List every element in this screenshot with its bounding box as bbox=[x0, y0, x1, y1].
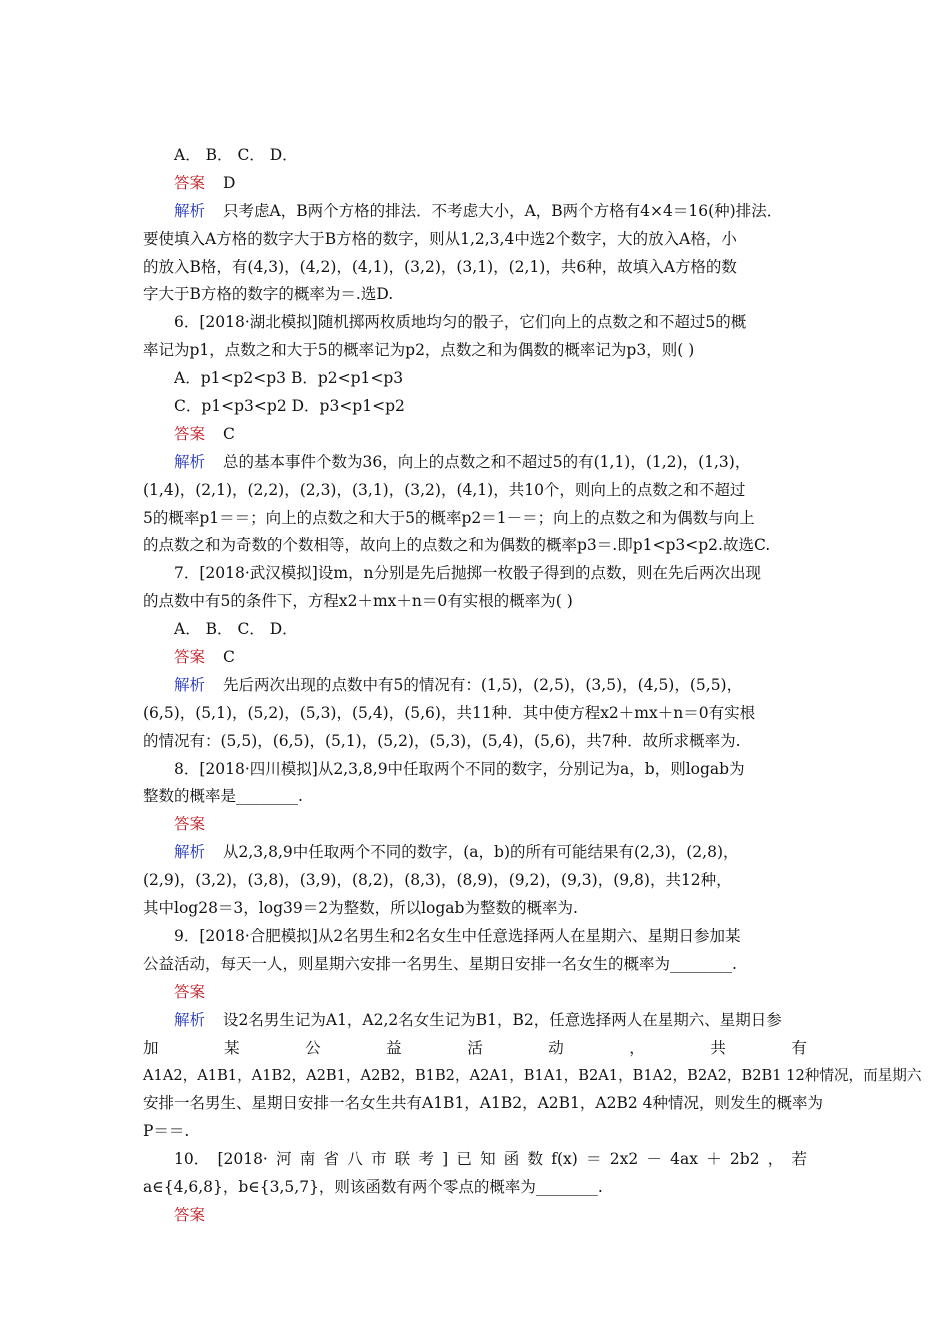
word: 考 bbox=[418, 1150, 434, 1169]
word: 活 bbox=[467, 1038, 483, 1057]
word: f(x) bbox=[551, 1150, 578, 1169]
answer-q7 bbox=[143, 644, 811, 672]
question-7-line2: 的点数中有5的条件下，方程x2＋mx＋n＝0有实根的概率为( ) bbox=[143, 592, 573, 611]
answer-label: 答案 bbox=[174, 815, 206, 834]
options-q7: A． B． C． D． bbox=[174, 620, 298, 639]
analysis-q8-line2: (2,9)，(3,2)，(3,8)，(3,9)，(8,2)，(8,3)，(8,9)，(9,2)，(9,3)，(9,8)，共12种， bbox=[143, 871, 732, 890]
analysis-q5-line2: 要使填入A方格的数字大于B方格的数字，则从1,2,3,4中选2个数字，大的放入A格，小 bbox=[143, 229, 737, 248]
word: 2b2 bbox=[729, 1150, 760, 1169]
answer-q8 bbox=[143, 811, 811, 839]
word: ] bbox=[442, 1150, 449, 1169]
answer-label: 答案 bbox=[174, 982, 206, 1001]
word: 知 bbox=[480, 1150, 496, 1169]
analysis-q6-line3: 5的概率p1＝＝；向上的点数之和大于5的概率p2＝1－＝；向上的点数之和为偶数与向上 bbox=[143, 508, 755, 527]
answer-label: 答案 bbox=[174, 1205, 206, 1224]
word: 若 bbox=[791, 1150, 807, 1169]
analysis-label: 解析 bbox=[174, 843, 206, 862]
analysis-label: 解析 bbox=[174, 1010, 206, 1029]
answer-q5 bbox=[143, 170, 811, 198]
word: ＋ bbox=[706, 1150, 722, 1169]
analysis-q9-line4: 安排一名男生、星期日安排一名女生共有A1B1，A1B2，A2B1，A2B2 4种情况，则发生的概率为 bbox=[143, 1094, 824, 1113]
analysis-text: 先后两次出现的点数中有5的情况有：(1,5)，(2,5)，(3,5)，(4,5)，(5,5)， bbox=[223, 675, 743, 694]
answer-value: C bbox=[223, 648, 235, 667]
analysis-q9-line3: A1A2，A1B1，A1B2，A2B1，A2B2，B1B2，A2A1，B1A1，B2A1，B1A2，B2A2，B2B1 12种情况，而星期六 bbox=[143, 1067, 922, 1085]
options-text: A． B． C． D． bbox=[174, 146, 298, 164]
analysis-q6-line2: (1,4)，(2,1)，(2,2)，(2,3)，(3,1)，(3,2)，(4,1)，共10个，则向上的点数之和不超过 bbox=[143, 480, 746, 499]
analysis-q7-line3: 的情况有：(5,5)，(6,5)，(5,1)，(5,2)，(5,3)，(5,4)，(5,6)，共7种．故所求概率为. bbox=[143, 731, 741, 750]
analysis-q8-line3: 其中log28＝3，log39＝2为整数，所以logab为整数的概率为. bbox=[143, 899, 578, 918]
options-q6-cd: C．p1<p3<p2 D．p3<p1<p2 bbox=[174, 397, 405, 416]
analysis-q5-line1 bbox=[143, 198, 811, 226]
word: 2x2 bbox=[609, 1150, 639, 1169]
analysis-q7-line2: (6,5)，(5,1)，(5,2)，(5,3)，(5,4)，(5,6)，共11种．其中使方程x2＋mx＋n＝0有实根 bbox=[143, 703, 756, 722]
word: ， bbox=[767, 1150, 784, 1169]
word: 共 bbox=[710, 1038, 726, 1057]
word: 4ax bbox=[670, 1150, 698, 1169]
analysis-q9-line2 bbox=[143, 1035, 811, 1063]
answer-value: D bbox=[223, 173, 236, 192]
analysis-text: 只考虑A，B两个方格的排法．不考虑大小，A，B两个方格有4×4＝16(种)排法． bbox=[223, 201, 783, 220]
word: 益 bbox=[386, 1038, 402, 1057]
word: 有 bbox=[791, 1038, 807, 1057]
analysis-q6-line4: 的点数之和为奇数的个数相等，故向上的点数之和为偶数的概率p3＝.即p1<p3<p2.故选C. bbox=[143, 536, 771, 555]
answer-value: C bbox=[223, 424, 235, 443]
analysis-q6-line1 bbox=[143, 449, 811, 477]
word: ＝ bbox=[586, 1150, 602, 1169]
word: 某 bbox=[224, 1038, 240, 1057]
question-9-line1: 9．[2018·合肥模拟]从2名男生和2名女生中任意选择两人在星期六、星期日参加某 bbox=[174, 926, 741, 945]
question-8-line2: 整数的概率是________. bbox=[143, 787, 303, 806]
analysis-label: 解析 bbox=[174, 201, 206, 220]
analysis-text: 从2,3,8,9中任取两个不同的数字，(a，b)的所有可能结果有(2,3)，(2,8)， bbox=[223, 843, 739, 862]
answer-q6 bbox=[143, 421, 811, 449]
answer-label: 答案 bbox=[174, 173, 206, 192]
word: 加 bbox=[143, 1038, 159, 1057]
analysis-q5-line4: 字大于B方格的数字的概率为＝.选D. bbox=[143, 285, 394, 304]
word: 八 bbox=[347, 1150, 363, 1169]
answer-q9 bbox=[143, 979, 811, 1007]
analysis-label: 解析 bbox=[174, 675, 206, 694]
answer-label: 答案 bbox=[174, 424, 206, 443]
analysis-q5-line3: 的放入B格，有(4,3)，(4,2)，(4,1)，(3,2)，(3,1)，(2,1)，共6种，故填入A方格的数 bbox=[143, 257, 737, 276]
analysis-q9-line5: P＝＝. bbox=[143, 1122, 190, 1141]
question-6-line2: 率记为p1，点数之和大于5的概率记为p2，点数之和为偶数的概率记为p3，则( ) bbox=[143, 341, 695, 360]
word: 公 bbox=[305, 1038, 321, 1057]
answer-label: 答案 bbox=[174, 648, 206, 667]
word: 南 bbox=[299, 1150, 316, 1169]
word: ， bbox=[629, 1038, 645, 1057]
options-q5 bbox=[143, 142, 811, 170]
word: 10． bbox=[174, 1150, 210, 1169]
analysis-q7-line1 bbox=[143, 672, 811, 700]
options-q6-ab: A．p1<p2<p3 B．p2<p1<p3 bbox=[174, 369, 404, 388]
analysis-q9-line1 bbox=[143, 1007, 811, 1035]
question-8-line1: 8．[2018·四川模拟]从2,3,8,9中任取两个不同的数字，分别记为a，b，则logab为 bbox=[174, 759, 745, 778]
word: 已 bbox=[456, 1150, 472, 1169]
question-9-line2: 公益活动，每天一人，则星期六安排一名男生、星期日安排一名女生的概率为________. bbox=[143, 954, 737, 973]
word: 市 bbox=[370, 1150, 387, 1169]
word: 函 bbox=[503, 1150, 520, 1169]
word: 河 bbox=[276, 1150, 292, 1169]
document-page bbox=[143, 142, 922, 1230]
word: [2018· bbox=[217, 1150, 268, 1169]
question-7-line1: 7．[2018·武汉模拟]设m，n分别是先后抛掷一枚骰子得到的点数，则在先后两次出现 bbox=[174, 564, 762, 583]
analysis-label: 解析 bbox=[174, 452, 206, 471]
question-10-line2: a∈{4,6,8}，b∈{3,5,7}，则该函数有两个零点的概率为________. bbox=[143, 1177, 603, 1196]
question-6-line1: 6．[2018·湖北模拟]随机掷两枚质地均匀的骰子，它们向上的点数之和不超过5的概 bbox=[174, 313, 747, 332]
analysis-text: 设2名男生记为A1，A2,2名女生记为B1，B2，任意选择两人在星期六、星期日参 bbox=[223, 1010, 782, 1029]
word: 省 bbox=[323, 1150, 340, 1169]
word: － bbox=[646, 1150, 662, 1169]
question-10-line1 bbox=[143, 1146, 811, 1174]
word: 动 bbox=[548, 1038, 564, 1057]
analysis-q8-line1 bbox=[143, 839, 811, 867]
word: 数 bbox=[527, 1150, 544, 1169]
answer-q10 bbox=[143, 1202, 811, 1230]
analysis-text: 总的基本事件个数为36，向上的点数之和不超过5的有(1,1)，(1,2)，(1,3)， bbox=[223, 452, 751, 471]
word: 联 bbox=[394, 1150, 411, 1169]
